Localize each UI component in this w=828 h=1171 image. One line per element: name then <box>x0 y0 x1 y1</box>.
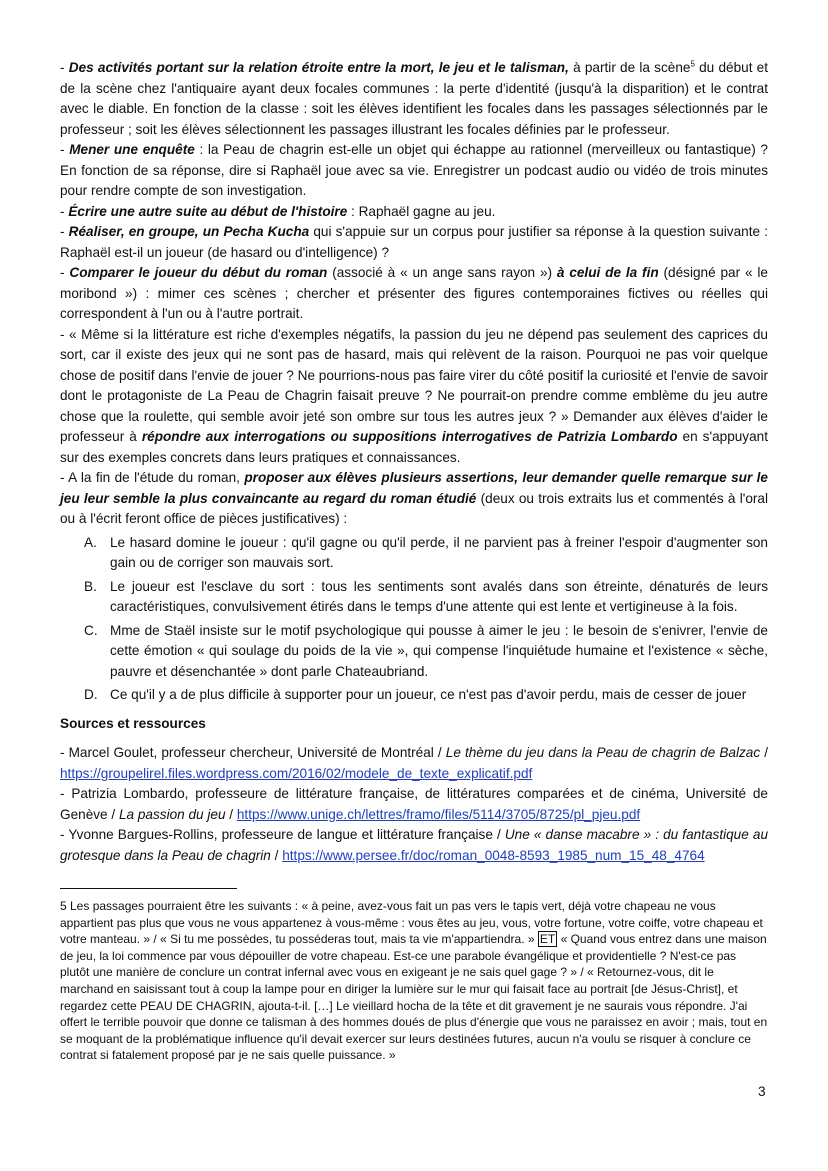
activity-paragraph <box>60 222 768 263</box>
emphasis-text: Mener une enquête <box>69 142 195 157</box>
list-item <box>60 533 768 574</box>
list-item-text: Le hasard domine le joueur : qu'il gagne ou qu'il perde, il ne parvient pas à freiner l'espoir d'augmenter son gain ou de corriger son mauvais sort. <box>110 534 768 570</box>
list-marker: C. <box>84 622 98 638</box>
activity-paragraph <box>60 263 768 325</box>
emphasis-text: proposer aux élèves plusieurs assertions, leur demander quelle remarque sur le jeu leur semble la plus convaincante au regard du roman étudié <box>60 470 768 506</box>
list-item <box>60 685 768 706</box>
list-item-text: Mme de Staël insiste sur le motif psychologique qui pousse à aimer le jeu : le besoin de s'enivrer, l'envie de cette émotion « qui soulage du poids de la vie », qui compense l'inquiétude humaine et l'existence « sèche, pauvre et désenchantée » dont parle Chateaubriand. <box>110 622 768 679</box>
emphasis-text: à celui de la fin <box>556 265 659 280</box>
bullet-dash: - <box>60 142 70 157</box>
list-marker: D. <box>84 687 98 702</box>
bullet-dash: - <box>60 265 70 280</box>
source-entry <box>60 743 768 784</box>
footnote-divider <box>60 888 237 889</box>
source-separator: / <box>225 806 237 822</box>
paragraph-text: du début et de la scène chez l'antiquaire ayant deux focales communes : la perte d'identité (jusqu'à la disparition) et le contrat avec le diable. En fonction de la classe : soit les élèves identifient les focales dans les passages sélectionnés par le professeur ; soit les élèves sélectionnent les passages illustrant les focales définies par le professeur. <box>60 60 769 137</box>
source-author: - Marcel Goulet, professeur chercheur, Université de Montréal / <box>60 745 446 760</box>
list-marker: B. <box>84 578 97 594</box>
source-link[interactable]: https://groupelirel.files.wordpress.com/2016/02/modele_de_texte_explicatif.pdf <box>60 765 533 781</box>
list-item <box>60 621 768 683</box>
paragraph-text: : la Peau de chagrin est-elle un objet qui échappe au rationnel (merveilleux ou fantastique) ? En fonction de sa réponse, dire si Raphaël joue avec sa vie. Enregistrer un podcast audio ou vidéo de trois minutes pour rendre compte de son investigation. <box>60 142 768 198</box>
emphasis-text: Réaliser, en groupe, un Pecha Kucha <box>68 224 310 239</box>
list-marker: A. <box>84 534 97 550</box>
boxed-word: ET <box>539 932 556 947</box>
footnote-text: « Quand vous entrez dans une maison de jeu, la loi commence par vous dépouiller de votre chapeau. Est-ce une parabole évangélique et providentielle ? N'est-ce pas plutôt une manière de conclure un contrat infernal avec vous en exigeant je ne sais quel gage ? » / « Retournez-vous, dit le marchand en saisissant tout à coup la lampe pour en diriger la lumière sur le mur qui faisait face au portrait [de Jésus-Christ], et regardez cette PEAU DE CHAGRIN, ajouta-t-il. […] Le vieillard hocha de la tête et dit gravement je ne saurais vous répondre. J'ai offert le terrible pouvoir que donne ce talisman à des hommes doués de plus d'énergie que vous ne paraissez en avoir ; mais, tout en se moquant de la problématique influence qu'il devait exercer sur leurs destinées futures, aucun n'a voulu se risquer à conclure ce contrat si fatalement proposé par je ne sais quelle puissance. » <box>60 932 768 1063</box>
activity-paragraph <box>60 325 768 469</box>
list-item-text: Ce qu'il y a de plus difficile à supporter pour un joueur, ce n'est pas d'avoir perdu, mais de cesser de jouer <box>110 687 747 702</box>
source-title: La passion du jeu <box>118 806 226 822</box>
footnote-text: 5 Les passages pourraient être les suivants : « à peine, avez-vous fait un pas vers le tapis vert, déjà votre chapeau ne vous appartient pas plus que vous ne vous appartenez à vous-même : vous êtes au jeu, vous, votre fortune, votre coiffe, votre chapeau et votre manteau. » / « Si tu me possèdes, tu posséderas tout, mais ta vie m'appartiendra. » <box>60 899 763 947</box>
emphasis-text: Des activités portant sur la relation étroite entre la mort, le jeu et le talisman, <box>68 60 569 75</box>
emphasis-text: Comparer le joueur du début du roman <box>69 265 328 280</box>
paragraph-text: : Raphaël gagne au jeu. <box>347 203 496 219</box>
source-link[interactable]: https://www.persee.fr/doc/roman_0048-8593_1985_num_15_48_4764 <box>282 847 705 863</box>
bullet-dash: - <box>60 224 69 239</box>
bullet-dash: - <box>60 60 69 75</box>
assertions-list <box>60 533 768 706</box>
source-author: - Patrizia Lombardo, professeure de littérature française, de littératures comparées et de cinéma, Université de Genève / <box>60 786 768 822</box>
source-author: - Yvonne Bargues-Rollins, professeure de langue et littérature française / <box>60 827 505 842</box>
activity-paragraph <box>60 140 768 202</box>
footnote-marker[interactable]: 5 <box>690 59 695 69</box>
source-separator: / <box>760 745 768 760</box>
activities-list <box>60 58 768 866</box>
paragraph-text: (désigné par « le moribond ») : mimer ces scènes ; chercher et présenter des figures contemporaines fictives ou réelles qui correspondent à l'un ou à l'autre portrait. <box>60 265 768 321</box>
source-entry <box>60 825 768 866</box>
source-entry <box>60 784 768 825</box>
activity-paragraph <box>60 202 768 223</box>
list-item-text: Le joueur est l'esclave du sort : tous les sentiments sont avalés dans son étreinte, dénaturés de leurs caractéristiques, convulsivement étirés dans le temps d'une attente qui est lente et vertigineuse à la fois. <box>110 578 768 614</box>
footnote <box>60 898 768 1064</box>
paragraph-text: à partir de la scène <box>568 60 691 75</box>
page-number: 3 <box>758 1084 766 1099</box>
paragraph-text: - « Même si la littérature est riche d'exemples négatifs, la passion du jeu ne dépend pas seulement des caprices du sort, car il existe des jeux qui ne sont pas de hasard, mais qui relèvent de la raison. Pourquoi ne pas voir quelque chose de positif dans l'envie de jouer ? Ne pourrions-nous pas faire virer du côté positif la curiosité et l'envie de savoir dont le protagoniste de La Peau de Chagrin faisait preuve ? Ne pourrait-on prendre comme emblème du jeu autre chose que la roulette, qui semble avoir jeté son ombre sur tous les autres jeux ? » Demander aux élèves d'aider le professeur à <box>60 326 768 444</box>
activity-paragraph <box>60 58 768 140</box>
list-item <box>60 577 768 618</box>
emphasis-text: Écrire une autre suite au début de l'histoire <box>68 203 348 219</box>
page-body <box>60 58 768 866</box>
source-title: Une « danse macabre » : du fantastique au grotesque dans la Peau de chagrin <box>60 827 768 863</box>
paragraph-text: (deux ou trois extraits lus et commentés à l'oral ou à l'écrit feront office de pièces justificatives) : <box>60 490 768 526</box>
source-link[interactable]: https://www.unige.ch/lettres/framo/files/5114/3705/8725/pl_pjeu.pdf <box>236 806 641 822</box>
source-separator: / <box>270 847 283 863</box>
bullet-dash: - <box>60 203 69 219</box>
sources-list <box>60 743 768 866</box>
paragraph-text: (associé à « un ange sans rayon ») <box>327 265 557 280</box>
paragraph-text: en s'appuyant sur des exemples concrets dans leurs pratiques et connaissances. <box>60 429 769 465</box>
emphasis-text: répondre aux interrogations ou suppositions interrogatives de Patrizia Lombardo <box>141 429 678 444</box>
activity-paragraph <box>60 468 768 530</box>
paragraph-text: qui s'appuie sur un corpus pour justifier sa réponse à la question suivante : Raphaël est-il un joueur (de hasard ou d'intelligence) ? <box>60 224 768 260</box>
source-title: Le thème du jeu dans la Peau de chagrin de Balzac <box>445 745 761 760</box>
sources-heading: Sources et ressources <box>60 715 206 731</box>
paragraph-text: - A la fin de l'étude du roman, <box>60 470 245 485</box>
